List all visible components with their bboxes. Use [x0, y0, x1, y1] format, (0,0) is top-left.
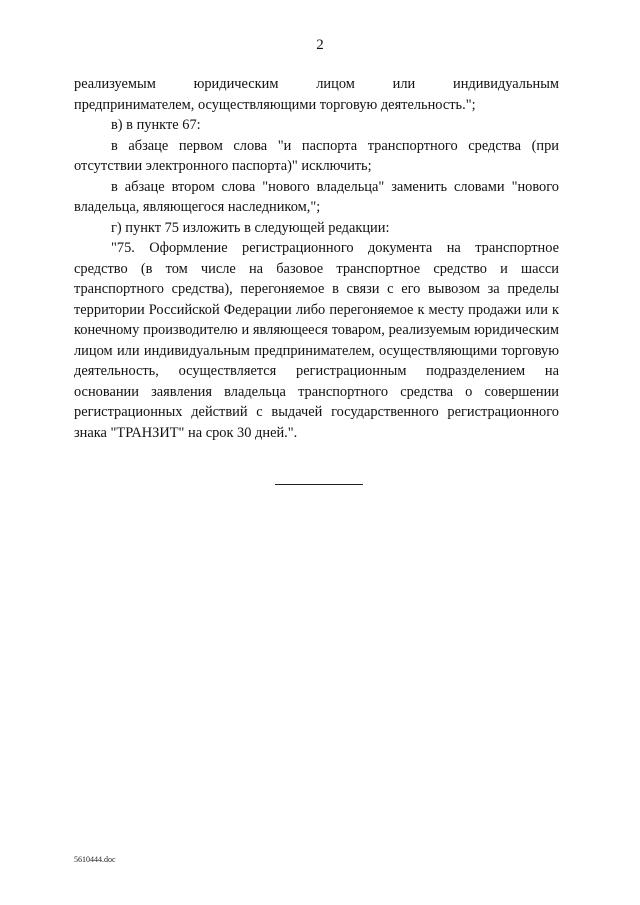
item-g-heading: г) пункт 75 изложить в следующей редакции:	[111, 219, 390, 236]
item-75-text: "75. Оформление регистрационного документа на транспортное средство (в том числе на базовое транспортное средство и шасси транспортного средства), перегоняемое в связи с его вывозом за пределы территории Российской Федерации либо перегоняемое к месту продажи или к конечному производителю и являющееся товаром, реализуемым юридическим лицом или индивидуальным предпринимателем, осуществляющими торговую деятельность, осуществляется регистрационным подразделением на основании заявления владельца транспортного средства о совершении регистрационных действий с выдачей государственного регистрационного знака "ТРАНЗИТ" на срок 30 дней.".	[74, 240, 559, 441]
continued-line-end: предпринимателем, осуществляющими торговую деятельность.";	[74, 96, 476, 113]
page-number: 2	[316, 37, 324, 53]
document-body	[74, 74, 559, 443]
separator-line	[275, 484, 363, 485]
item-v-heading: в) в пункте 67:	[111, 117, 201, 133]
document-code: 5610444.doc	[74, 855, 116, 864]
continued-line: реализуемым юридическим лицом или индивидуальным	[74, 76, 559, 92]
item-v-paragraph-1: в абзаце первом слова "и паспорта транспортного средства (при отсутствии электронного паспорта)" исключить;	[74, 137, 559, 174]
item-v-paragraph-2: в абзаце втором слова "нового владельца" заменить словами "нового владельца, являющегося наследником,";	[74, 178, 559, 215]
